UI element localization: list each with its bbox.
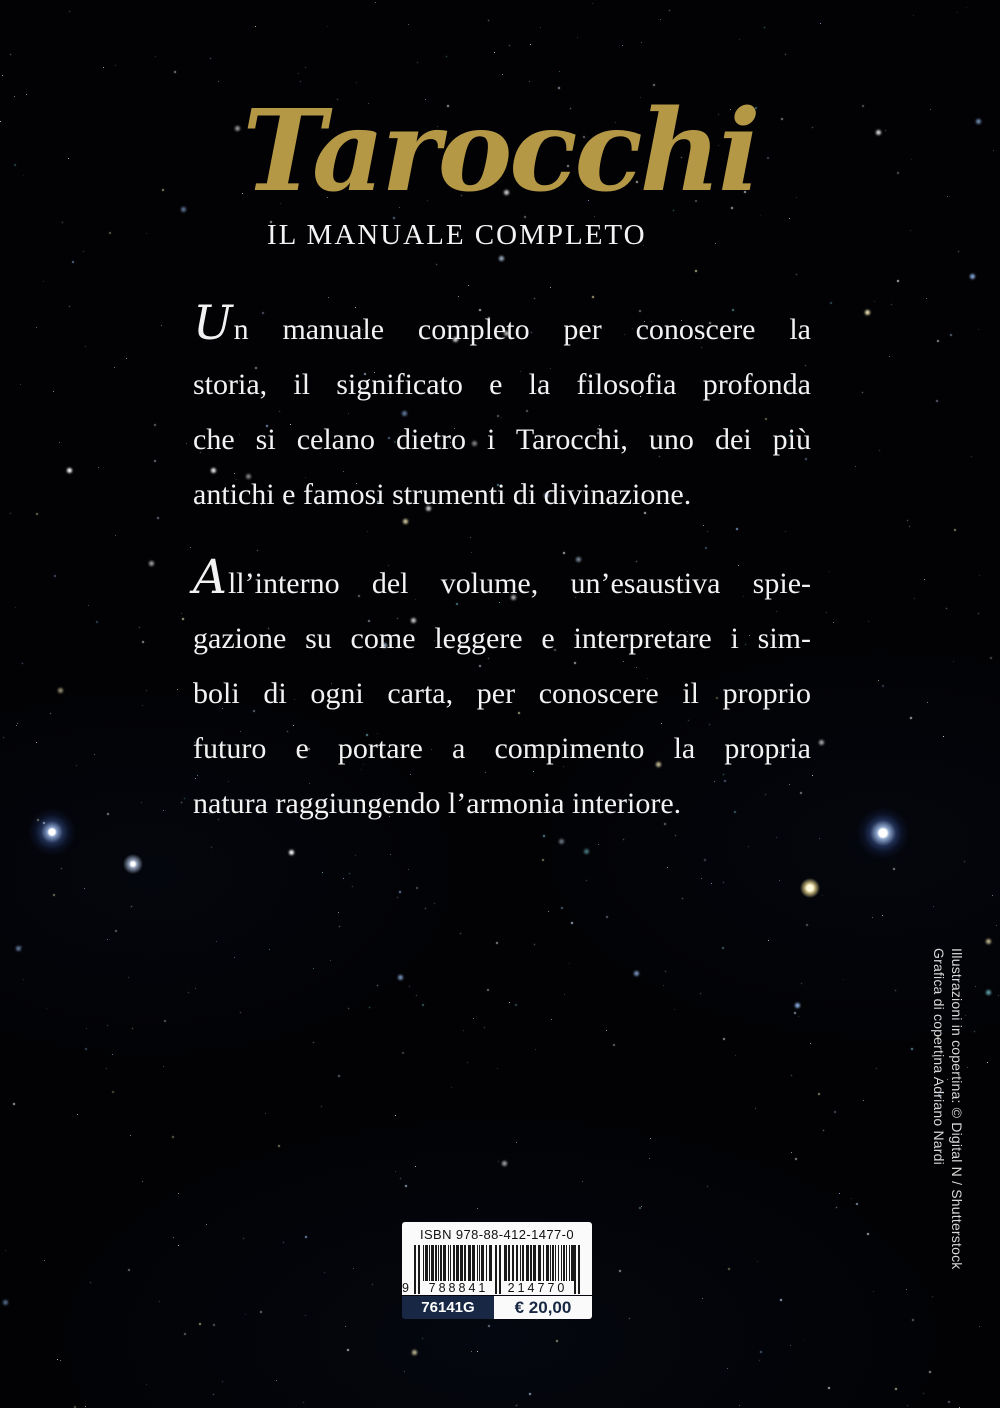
barcode-bar (526, 1245, 529, 1281)
barcode-bar (561, 1245, 562, 1281)
barcode-bar (486, 1245, 487, 1281)
blurb-paragraph (193, 296, 811, 522)
barcode-bar (530, 1245, 532, 1281)
barcode-digits (402, 1281, 582, 1295)
drop-cap-initial: U (193, 296, 233, 351)
barcode-bar (479, 1245, 480, 1281)
bright-star-small (122, 853, 144, 875)
barcode-digit-lead: 9 (402, 1281, 409, 1295)
barcode-bar (440, 1245, 442, 1281)
blurb-line: boli di ogni carta, per conoscere il proprio (193, 677, 811, 710)
barcode-bar (435, 1245, 437, 1281)
barcode-bar (546, 1245, 549, 1281)
starfield-large-stars (0, 0, 3, 3)
barcode-bar (555, 1245, 556, 1281)
barcode-bar (448, 1245, 449, 1281)
barcode-bar (508, 1245, 510, 1281)
barcode-bar (450, 1245, 451, 1281)
barcode-bar (431, 1245, 434, 1281)
back-cover-blurb (193, 296, 811, 831)
blurb-line: antichi e famosi strumenti di divinazione. (193, 478, 692, 511)
barcode-bar (571, 1245, 574, 1281)
barcode-bar (516, 1245, 518, 1281)
barcode-bar (443, 1245, 446, 1281)
credits-vertical-text (930, 948, 966, 1328)
blurb-line: All’interno del volume, un’esaustiva spie- (193, 550, 811, 605)
barcode-bar (550, 1245, 551, 1281)
barcode-bar (453, 1245, 455, 1281)
blurb-line: gazione su come leggere e interpretare i sim- (193, 622, 811, 655)
book-subtitle: IL MANUALE COMPLETO (267, 219, 647, 251)
barcode-bar (522, 1245, 524, 1281)
barcode-bar (569, 1245, 570, 1281)
barcode-digit-group-2: 214770 (503, 1281, 572, 1295)
barcode-bar (552, 1245, 554, 1281)
ean-barcode (402, 1245, 582, 1295)
barcode-bar (468, 1245, 471, 1281)
barcode-bar (558, 1245, 559, 1281)
bright-star-yellow (800, 878, 820, 898)
barcode-digit-group-1: 788841 (423, 1281, 494, 1295)
code-price-row (402, 1296, 592, 1319)
barcode-bar (563, 1245, 565, 1281)
price-badge: € 20,00 (494, 1296, 592, 1319)
bright-star-left (28, 808, 76, 856)
barcode-bar (429, 1245, 430, 1281)
barcode-bar (477, 1245, 478, 1281)
barcode-bar (566, 1245, 567, 1281)
barcode-bar (481, 1245, 484, 1281)
credits-illustrations-line: Illustrazioni in copertina: © Digital N / Shutterstock (949, 948, 965, 1270)
isbn-barcode-block (402, 1222, 596, 1319)
blurb-line: natura raggiungendo l’armonia interiore. (193, 787, 682, 820)
barcode-bar (512, 1245, 514, 1281)
blurb-paragraph (193, 550, 811, 831)
isbn-box (402, 1222, 592, 1295)
barcode-bar (520, 1245, 521, 1281)
blurb-line: che si celano dietro i Tarocchi, uno dei più (193, 423, 811, 456)
isbn-label: ISBN 978-88-412-1477-0 (419, 1227, 575, 1242)
blurb-line: storia, il significato e la filosofia profonda (193, 368, 811, 401)
barcode-bar (472, 1245, 475, 1281)
barcode-bar (425, 1245, 428, 1281)
blurb-line: futuro e portare a compimento la propria (193, 732, 811, 765)
credits-design-line: Grafica di copertina Adriano Nardi (931, 948, 947, 1165)
bright-star-right (857, 807, 909, 859)
barcode-bar (489, 1245, 492, 1281)
barcode-bar (423, 1245, 424, 1281)
barcode-bar (456, 1245, 459, 1281)
barcode-bar (460, 1245, 463, 1281)
barcode-bar (438, 1245, 439, 1281)
book-title: Tarocchi (242, 86, 758, 217)
barcode-bar (543, 1245, 544, 1281)
barcode-bar (504, 1245, 507, 1281)
blurb-line: Un manuale completo per conoscere la (193, 296, 811, 351)
barcode-bar (464, 1245, 466, 1281)
drop-cap-initial: A (193, 550, 227, 605)
barcode-bar (533, 1245, 536, 1281)
product-code-badge: 76141G (402, 1296, 494, 1319)
barcode-bar (538, 1245, 541, 1281)
